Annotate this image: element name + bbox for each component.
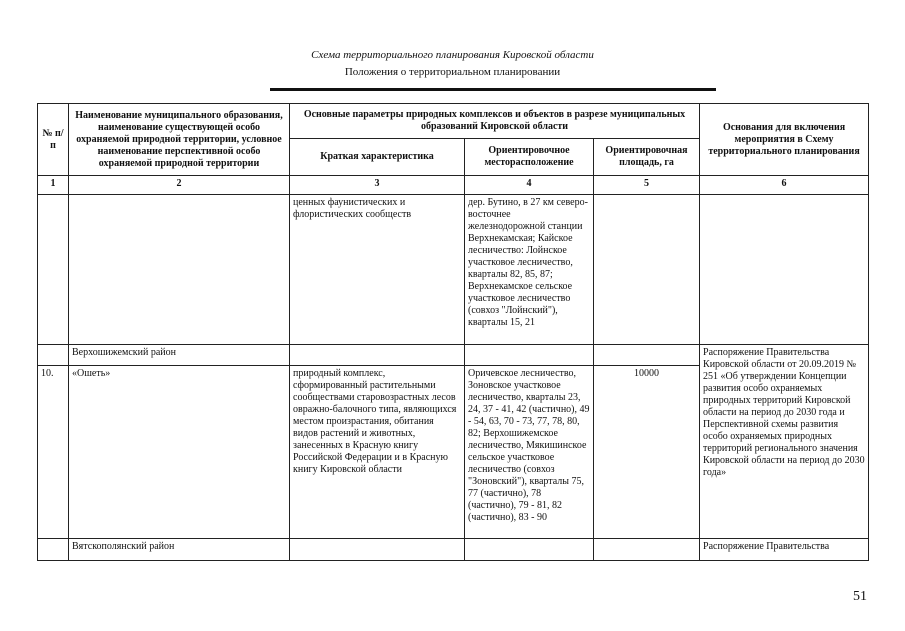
cell-brief: ценных фаунистических и флористических сообществ — [290, 195, 465, 345]
cell-num: 10. — [38, 366, 69, 539]
table-row-continued — [38, 195, 869, 345]
cell-location — [465, 345, 594, 366]
header-divider — [270, 88, 716, 91]
cell-basis — [700, 195, 869, 345]
cell-name: «Ошеть» — [69, 366, 290, 539]
district-name: Вятскополянский район — [69, 539, 290, 561]
cell-area: 10000 — [594, 366, 700, 539]
cell-num — [38, 345, 69, 366]
page-number: 51 — [853, 589, 867, 604]
column-number: 1 — [38, 176, 69, 195]
column-number: 3 — [290, 176, 465, 195]
cell-num — [38, 195, 69, 345]
district-row — [38, 345, 869, 366]
col-header-name: Наименование муниципального образования, наименование существующей особо охраняемой природной территории, условное наименование перспективной особо охраняемой природной территории — [69, 104, 290, 176]
column-number: 2 — [69, 176, 290, 195]
cell-basis: Распоряжение Правительства — [700, 539, 869, 561]
cell-brief — [290, 345, 465, 366]
cell-area — [594, 195, 700, 345]
cell-brief: природный комплекс, сформированный растительными сообществами старовозрастных лесов овражно-балочного типа, являющихся местом произрастания, обитания видов растений и животных, занесенных в Красную книгу Российской Федерации и в Красную книгу Кировской области — [290, 366, 465, 539]
district-name: Верхошижемский район — [69, 345, 290, 366]
territory-table — [37, 103, 869, 561]
col-header-location: Ориентировочное месторасположение — [465, 139, 594, 176]
column-number: 5 — [594, 176, 700, 195]
cell-area — [594, 539, 700, 561]
header-row — [38, 104, 869, 139]
cell-area — [594, 345, 700, 366]
column-number-row — [38, 176, 869, 195]
col-header-area: Ориентировочная площадь, га — [594, 139, 700, 176]
column-number: 4 — [465, 176, 594, 195]
col-header-brief: Краткая характеристика — [290, 139, 465, 176]
cell-location — [465, 539, 594, 561]
col-header-basis: Основания для включения мероприятия в Схему территориального планирования — [700, 104, 869, 176]
document-title: Схема территориального планирования Кировской области — [311, 49, 594, 61]
col-header-params: Основные параметры природных комплексов и объектов в разрезе муниципальных образований Кировской области — [290, 104, 700, 139]
column-number: 6 — [700, 176, 869, 195]
cell-num — [38, 539, 69, 561]
district-row — [38, 539, 869, 561]
cell-brief — [290, 539, 465, 561]
cell-location: Оричевское лесничество, Зоновское участковое лесничество, кварталы 23, 24, 37 - 41, 42 (частично), 49 - 54, 63, 70 - 73, 77, 78, 80, 82; Верхошижемское лесничество, Мякишинское сельское участковое лесничество (совхоз "Зоновский"), кварталы 75, 77 (частично), 78 (частично), 79 - 81, 82 (частично), 83 - 90 — [465, 366, 594, 539]
cell-basis: Распоряжение Правительства Кировской области от 20.09.2019 № 251 «Об утверждении Концепции развития особо охраняемых природных территорий Кировской области на период до 2030 года и Перспективной схемы развития особо охраняемых природных территорий регионального значения Кировской области на период до 2030 года» — [700, 345, 869, 539]
col-header-num: № п/п — [38, 104, 69, 176]
document-subtitle: Положения о территориальном планировании — [344, 66, 561, 78]
cell-name — [69, 195, 290, 345]
cell-location: дер. Бутино, в 27 км северо-восточнее железнодорожной станции Верхнекамская; Кайское лесничество: Лойнское участковое лесничество, кварталы 82, 85, 87; Верхнекамское сельское участковое лесничество (совхоз "Лойнский"), кварталы 15, 21 — [465, 195, 594, 345]
